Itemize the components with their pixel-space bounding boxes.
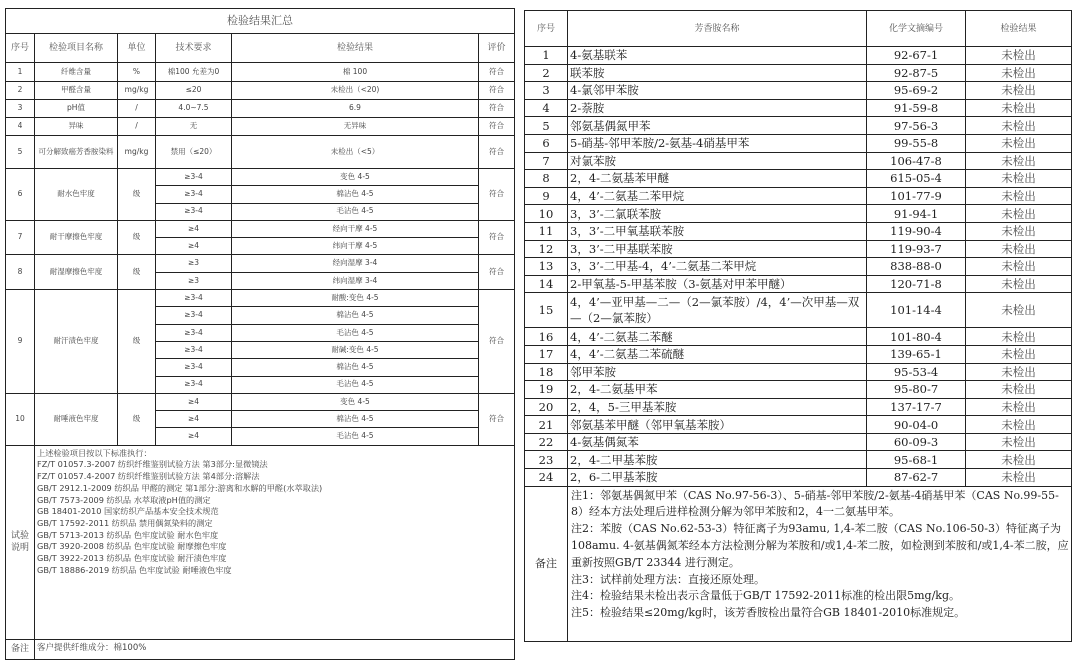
row-number: 5 (6, 136, 35, 169)
header-result: 检验结果 (966, 11, 1072, 47)
result: 棉 100 (232, 63, 479, 82)
cas-number: 119-90-4 (867, 222, 966, 240)
cas-number: 91-59-8 (867, 99, 966, 117)
cas-number: 95-68-1 (867, 451, 966, 469)
unit: 级 (118, 290, 156, 394)
item-name: 异味 (35, 118, 118, 136)
item-name: pH值 (35, 100, 118, 118)
table-row (525, 64, 1072, 82)
cas-number: 101-80-4 (867, 328, 966, 346)
table-row (6, 220, 515, 237)
remark-label: 备注 (6, 639, 35, 659)
unit: 级 (118, 393, 156, 445)
evaluation: 符合 (479, 100, 515, 118)
cas-number: 120-71-8 (867, 275, 966, 293)
cas-number: 615-05-4 (867, 170, 966, 188)
result: 未检出 (966, 258, 1072, 276)
result: 耐碱:变色 4-5 (232, 341, 479, 358)
result: 未检出 (966, 416, 1072, 434)
row-number: 3 (6, 100, 35, 118)
evaluation: 符合 (479, 82, 515, 100)
row-number: 6 (6, 169, 35, 221)
result: 未检出 (966, 187, 1072, 205)
table-row (6, 100, 515, 118)
table-row (525, 328, 1072, 346)
unit: 级 (118, 255, 156, 290)
notes-label-line: 试验 (10, 531, 29, 542)
amine-name: 2，4，5-三甲基苯胺 (568, 398, 867, 416)
amine-name: 4-氨基联苯 (568, 47, 867, 65)
requirement: ≥3-4 (156, 359, 232, 376)
remarks-body (568, 486, 1072, 641)
evaluation: 符合 (479, 118, 515, 136)
cas-number: 90-04-0 (867, 416, 966, 434)
cas-number: 137-17-7 (867, 398, 966, 416)
row-number: 2 (525, 64, 568, 82)
standard-line: GB/T 18886-2019 纺织品 色牢度试验 耐唾液色牢度 (37, 564, 232, 575)
cas-number: 99-55-8 (867, 134, 966, 152)
amine-name: 邻甲苯胺 (568, 363, 867, 381)
table-row (525, 451, 1072, 469)
row-number: 1 (6, 63, 35, 82)
requirement: ≥3-4 (156, 324, 232, 341)
requirement: ≥3-4 (156, 341, 232, 358)
unit: % (118, 63, 156, 82)
table-row (525, 416, 1072, 434)
result: 毛沾色 4-5 (232, 376, 479, 393)
result: 棉沾色 4-5 (232, 359, 479, 376)
table-row (525, 205, 1072, 223)
table-row (525, 99, 1072, 117)
table-row (6, 393, 515, 410)
result: 经向湿摩 3-4 (232, 255, 479, 272)
table-row (525, 363, 1072, 381)
result: 未检出（<5） (232, 136, 479, 169)
evaluation: 符合 (479, 63, 515, 82)
cas-number: 139-65-1 (867, 345, 966, 363)
result: 未检出 (966, 240, 1072, 258)
header-result: 检验结果 (232, 34, 479, 63)
header-item: 检验项目名称 (35, 34, 118, 63)
evaluation: 符合 (479, 220, 515, 255)
requirement: ≥3-4 (156, 307, 232, 324)
standard-line: GB/T 3920-2008 纺织品 色牢度试验 耐摩擦色牢度 (37, 541, 227, 552)
cas-number: 106-47-8 (867, 152, 966, 170)
unit: 级 (118, 220, 156, 255)
amine-name: 3，3’-二甲基-4，4’-二氨基二苯甲烷 (568, 258, 867, 276)
table-row (525, 433, 1072, 451)
result: 变色 4-5 (232, 393, 479, 410)
row-number: 23 (525, 451, 568, 469)
requirement: ≥3-4 (156, 376, 232, 393)
unit: / (118, 100, 156, 118)
table-row (6, 118, 515, 136)
result: 未检出 (966, 433, 1072, 451)
result: 耐酸:变色 4-5 (232, 290, 479, 307)
row-number: 1 (525, 47, 568, 65)
table-row (6, 82, 515, 100)
result: 未检出 (966, 398, 1072, 416)
result: 未检出 (966, 293, 1072, 328)
table-row (6, 63, 515, 82)
cas-number: 92-67-1 (867, 47, 966, 65)
evaluation: 符合 (479, 136, 515, 169)
table-title: 检验结果汇总 (6, 9, 515, 34)
table-row (6, 255, 515, 272)
result: 未检出 (966, 99, 1072, 117)
result: 未检出 (966, 117, 1072, 135)
row-number: 4 (525, 99, 568, 117)
table-row (525, 469, 1072, 487)
remark-note: 注5：检验结果≤20mg/kg时，该芳香胺检出量符合GB 18401-2010标准规定。 (571, 606, 966, 620)
result: 毛沾色 4-5 (232, 203, 479, 220)
cas-number: 95-69-2 (867, 82, 966, 100)
amine-name: 4，4’—亚甲基—二—（2—氯苯胺）/4，4’—次甲基—双—（2—氯苯胺） (568, 293, 867, 328)
requirement: ≥3-4 (156, 186, 232, 203)
requirement: ≥4 (156, 428, 232, 445)
requirement: ≥4 (156, 238, 232, 255)
row-number: 16 (525, 328, 568, 346)
header-cas-number: 化学文摘编号 (867, 11, 966, 47)
standard-line: FZ/T 01057.3-2007 纺织纤维鉴别试验方法 第3部分:显微镜法 (37, 459, 268, 470)
evaluation: 符合 (479, 393, 515, 445)
amine-name: 4-氯邻甲苯胺 (568, 82, 867, 100)
result: 6.9 (232, 100, 479, 118)
row-number: 8 (6, 255, 35, 290)
notes-label-line: 说明 (10, 543, 29, 554)
notes-body (35, 445, 515, 639)
table-row (525, 82, 1072, 100)
result: 未检出 (966, 152, 1072, 170)
item-name: 纤维含量 (35, 63, 118, 82)
result: 纬向湿摩 3-4 (232, 272, 479, 289)
result: 未检出 (966, 205, 1072, 223)
evaluation: 符合 (479, 169, 515, 221)
header-evaluation: 评价 (479, 34, 515, 63)
result: 未检出 (966, 363, 1072, 381)
item-name: 甲醛含量 (35, 82, 118, 100)
result: 未检出 (966, 134, 1072, 152)
item-name: 耐水色牢度 (35, 169, 118, 221)
result: 未检出 (966, 328, 1072, 346)
unit: mg/kg (118, 82, 156, 100)
result: 毛沾色 4-5 (232, 324, 479, 341)
requirement: ≥4 (156, 220, 232, 237)
row-number: 9 (525, 187, 568, 205)
amine-name: 4-氨基偶氮苯 (568, 433, 867, 451)
amine-name: 2，4-二氨基甲苯 (568, 381, 867, 399)
header-amine-name: 芳香胺名称 (568, 11, 867, 47)
cas-number: 91-94-1 (867, 205, 966, 223)
amine-name: 3，3’-二氯联苯胺 (568, 205, 867, 223)
aromatic-amine-table (524, 10, 1072, 642)
row-number: 2 (6, 82, 35, 100)
amine-name: 2，4-二甲基苯胺 (568, 451, 867, 469)
table-row (6, 169, 515, 186)
result: 未检出 (966, 275, 1072, 293)
result: 经向干摩 4-5 (232, 220, 479, 237)
row-number: 5 (525, 117, 568, 135)
remark-body: 客户提供纤维成分：棉100% (35, 639, 515, 659)
row-number: 8 (525, 170, 568, 188)
table-row (6, 136, 515, 169)
unit: mg/kg (118, 136, 156, 169)
test-notes-row (6, 445, 515, 639)
row-number: 4 (6, 118, 35, 136)
cas-number: 838-88-0 (867, 258, 966, 276)
cas-number: 97-56-3 (867, 117, 966, 135)
row-number: 15 (525, 293, 568, 328)
result: 棉沾色 4-5 (232, 186, 479, 203)
unit: 级 (118, 169, 156, 221)
header-row (6, 34, 515, 63)
requirement: ≥3-4 (156, 290, 232, 307)
result: 纬向干摩 4-5 (232, 238, 479, 255)
remarks-label: 备注 (525, 486, 568, 641)
cas-number: 60-09-3 (867, 433, 966, 451)
result: 毛沾色 4-5 (232, 428, 479, 445)
amine-name: 对氯苯胺 (568, 152, 867, 170)
standard-line: GB/T 17592-2011 纺织品 禁用偶氮染料的测定 (37, 517, 213, 528)
inspection-summary-table (5, 8, 515, 660)
row-number: 13 (525, 258, 568, 276)
cas-number: 95-80-7 (867, 381, 966, 399)
standard-line: GB/T 7573-2009 纺织品 水萃取液pH值的测定 (37, 494, 211, 505)
amine-name: 5-硝基-邻甲苯胺/2-氨基-4硝基甲苯 (568, 134, 867, 152)
header-no: 序号 (6, 34, 35, 63)
table-row (525, 117, 1072, 135)
row-number: 9 (6, 290, 35, 394)
table-row (525, 240, 1072, 258)
item-name: 耐干摩擦色牢度 (35, 220, 118, 255)
result: 未检出 (966, 47, 1072, 65)
row-number: 6 (525, 134, 568, 152)
result: 变色 4-5 (232, 169, 479, 186)
cas-number: 92-87-5 (867, 64, 966, 82)
header-requirement: 技术要求 (156, 34, 232, 63)
row-number: 7 (6, 220, 35, 255)
amine-name: 联苯胺 (568, 64, 867, 82)
table-row (525, 345, 1072, 363)
row-number: 12 (525, 240, 568, 258)
result: 未检出 (966, 469, 1072, 487)
header-no: 序号 (525, 11, 568, 47)
table-row (525, 258, 1072, 276)
evaluation: 符合 (479, 255, 515, 290)
table-row (525, 293, 1072, 328)
table-row (525, 275, 1072, 293)
row-number: 17 (525, 345, 568, 363)
standard-line: GB/T 5713-2013 纺织品 色牢度试验 耐水色牢度 (37, 529, 219, 540)
header-unit: 单位 (118, 34, 156, 63)
standard-line: GB 18401-2010 国家纺织产品基本安全技术规范 (37, 506, 219, 517)
table-row (525, 381, 1072, 399)
result: 未检出 (966, 381, 1072, 399)
amine-name: 4，4’-二氨基二苯甲烷 (568, 187, 867, 205)
table-row (525, 47, 1072, 65)
remark-note: 注4：检验结果未检出表示含量低于GB/T 17592-2011标准的检出限5mg/kg。 (571, 589, 960, 603)
table-row (525, 152, 1072, 170)
row-number: 14 (525, 275, 568, 293)
amine-name: 邻氨基苯甲醚（邻甲氧基苯胺） (568, 416, 867, 434)
amine-name: 2-甲氧基-5-甲基苯胺（3-氨基对甲苯甲醚） (568, 275, 867, 293)
amine-name: 3，3’-二甲基联苯胺 (568, 240, 867, 258)
requirement: 禁用（≤20） (156, 136, 232, 169)
notes-label (6, 445, 35, 639)
table-row (525, 398, 1072, 416)
requirement: ≥3 (156, 272, 232, 289)
row-number: 21 (525, 416, 568, 434)
cas-number: 95-53-4 (867, 363, 966, 381)
requirement: 棉100 允差为0 (156, 63, 232, 82)
result: 未检出 (966, 222, 1072, 240)
item-name: 耐汗渍色牢度 (35, 290, 118, 394)
remark-note: 注1：邻氨基偶氮甲苯（CAS No.97-56-3）、5-硝基-邻甲苯胺/2-氨基-4硝基甲苯（CAS No.99-55-8）经本方法处理后进样检测分解为邻甲苯胺和2，4一二氨基甲苯。 (571, 488, 1059, 519)
row-number: 18 (525, 363, 568, 381)
remark-note: 注2：苯胺（CAS No.62-53-3）特征离子为93amu, 1,4-苯二胺（CAS No.106-50-3）特征离子为108amu. 4-氨基偶氮苯经本方法检测分解为苯胺和/或1,4-苯二胺，如检测到苯胺和/或1,4-苯二胺，应重新按照GB/T 23344 进行测定。 (571, 522, 1069, 569)
standard-line: GB/T 2912.1-2009 纺织品 甲醛的测定 第1部分:游离和水解的甲醛(水萃取法) (37, 482, 323, 493)
requirement: ≥3-4 (156, 169, 232, 186)
result: 未检出 (966, 64, 1072, 82)
table-row (6, 290, 515, 307)
result: 未检出 (966, 170, 1072, 188)
amine-name: 邻氨基偶氮甲苯 (568, 117, 867, 135)
cas-number: 87-62-7 (867, 469, 966, 487)
result: 未检出 (966, 345, 1072, 363)
row-number: 3 (525, 82, 568, 100)
table-row (525, 187, 1072, 205)
result: 棉沾色 4-5 (232, 411, 479, 428)
remark-row (6, 639, 515, 659)
amine-name: 2，6-二甲基苯胺 (568, 469, 867, 487)
result: 未检出 (966, 451, 1072, 469)
requirement: ≥4 (156, 393, 232, 410)
amine-name: 3，3’-二甲氧基联苯胺 (568, 222, 867, 240)
standard-line: 上述检验项目按以下标准执行： (37, 447, 152, 458)
amine-name: 4，4’-二氨基二苯醚 (568, 328, 867, 346)
row-number: 11 (525, 222, 568, 240)
cas-number: 101-77-9 (867, 187, 966, 205)
row-number: 19 (525, 381, 568, 399)
row-number: 10 (525, 205, 568, 223)
amine-name: 4，4’-二氨基二苯硫醚 (568, 345, 867, 363)
result: 未检出 (966, 82, 1072, 100)
requirement: ≥3 (156, 255, 232, 272)
standard-line: FZ/T 01057.4-2007 纺织纤维鉴别试验方法 第4部分:溶解法 (37, 471, 260, 482)
requirement: ≤20 (156, 82, 232, 100)
requirement: ≥4 (156, 411, 232, 428)
item-name: 可分解致癌芳香胺染料 (35, 136, 118, 169)
table-row (525, 222, 1072, 240)
result: 棉沾色 4-5 (232, 307, 479, 324)
amine-name: 2-萘胺 (568, 99, 867, 117)
row-number: 7 (525, 152, 568, 170)
table-row (525, 134, 1072, 152)
cas-number: 119-93-7 (867, 240, 966, 258)
row-number: 24 (525, 469, 568, 487)
item-name: 耐唾液色牢度 (35, 393, 118, 445)
requirement: 4.0~7.5 (156, 100, 232, 118)
requirement: 无 (156, 118, 232, 136)
result: 无异味 (232, 118, 479, 136)
standard-line: GB/T 3922-2013 纺织品 色牢度试验 耐汗渍色牢度 (37, 553, 227, 564)
amine-name: 2，4-二氨基苯甲醚 (568, 170, 867, 188)
requirement: ≥3-4 (156, 203, 232, 220)
table-row (525, 170, 1072, 188)
result: 未检出（<20) (232, 82, 479, 100)
item-name: 耐湿摩擦色牢度 (35, 255, 118, 290)
unit: / (118, 118, 156, 136)
row-number: 22 (525, 433, 568, 451)
cas-number: 101-14-4 (867, 293, 966, 328)
header-row (525, 11, 1072, 47)
remark-note: 注3：试样前处理方法：直接还原处理。 (571, 572, 765, 586)
row-number: 20 (525, 398, 568, 416)
remarks-row (525, 486, 1072, 641)
row-number: 10 (6, 393, 35, 445)
evaluation: 符合 (479, 290, 515, 394)
